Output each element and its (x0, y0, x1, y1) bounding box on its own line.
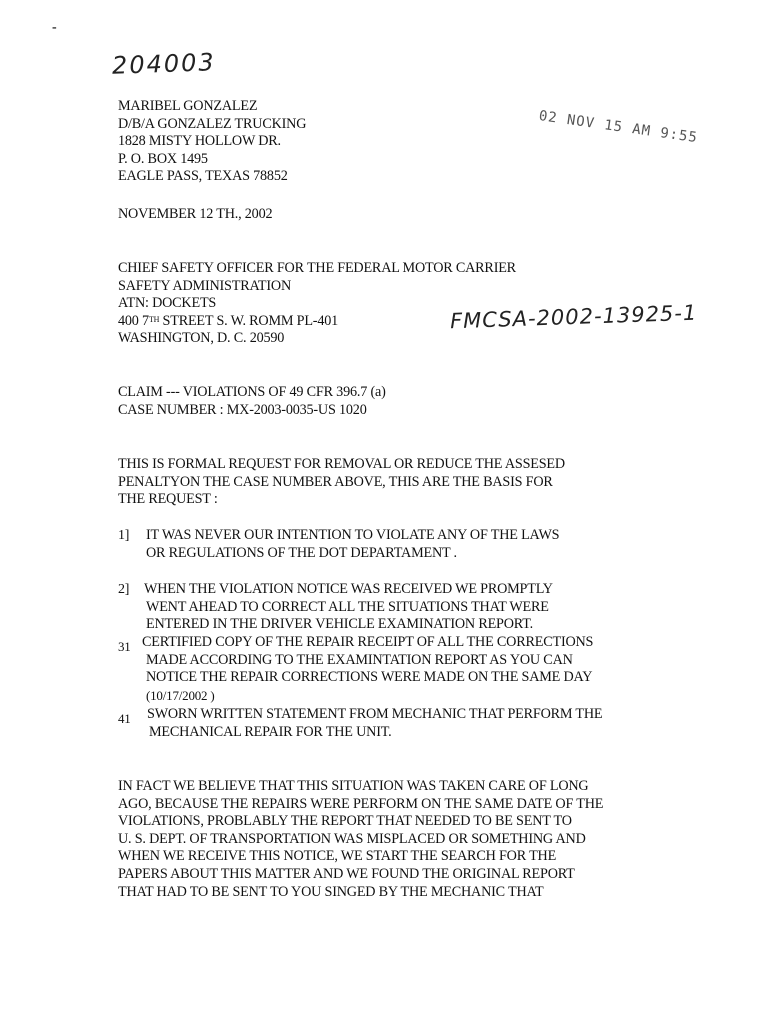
item-line: WENT AHEAD TO CORRECT ALL THE SITUATIONS THAT WERE (146, 598, 549, 615)
intro-line: PENALTYON THE CASE NUMBER ABOVE, THIS ARE THE BASIS FOR (118, 473, 553, 490)
claim-line-2: CASE NUMBER : MX-2003-0035-US 1020 (118, 401, 367, 418)
list-item (118, 706, 602, 741)
recipient-address (118, 260, 516, 348)
sender-dba: D/B/A GONZALEZ TRUCKING (118, 115, 307, 132)
item-line: ENTERED IN THE DRIVER VEHICLE EXAMINATION REPORT. (146, 616, 533, 633)
item-line: IT WAS NEVER OUR INTENTION TO VIOLATE ANY OF THE LAWS (146, 527, 560, 543)
recipient-line-2: SAFETY ADMINISTRATION (118, 277, 292, 294)
closing-line: WHEN WE RECEIVE THIS NOTICE, WE START THE SEARCH FOR THE (118, 848, 557, 865)
sender-city: EAGLE PASS, TEXAS 78852 (118, 168, 288, 185)
sender-street: 1828 MISTY HOLLOW DR. (118, 133, 281, 150)
closing-paragraph (118, 778, 603, 901)
list-number: 1] (118, 528, 130, 543)
closing-line: THAT HAD TO BE SENT TO YOU SINGED BY THE MECHANIC THAT (118, 883, 544, 900)
claim-line-1: CLAIM --- VIOLATIONS OF 49 CFR 396.7 (a) (118, 384, 386, 400)
letter-date: NOVEMBER 12 TH., 2002 (118, 206, 273, 222)
list-number: 31 (118, 639, 131, 654)
list-number: 2] (118, 582, 130, 597)
item-line: MADE ACCORDING TO THE EXAMINTATION REPORT AS YOU CAN (146, 651, 573, 668)
list-item (118, 527, 559, 562)
recipient-line-1: CHIEF SAFETY OFFICER FOR THE FEDERAL MOTOR CARRIER (118, 260, 516, 276)
list-item (118, 634, 593, 704)
closing-line: VIOLATIONS, PROBLABLY THE REPORT THAT NEEDED TO BE SENT TO (118, 813, 572, 830)
ordinal-suffix: TH (148, 314, 160, 324)
item-line: OR REGULATIONS OF THE DOT DEPARTAMENT . (146, 544, 457, 561)
intro-line: THIS IS FORMAL REQUEST FOR REMOVAL OR REDUCE THE ASSESED (118, 456, 565, 472)
docket-handwritten: FMCSA-2002-13925-1 (449, 300, 698, 334)
list-number: 41 (118, 711, 131, 726)
handwritten-number: 204003 (111, 48, 217, 80)
item-line: (10/17/2002 ) (146, 687, 215, 703)
sender-address (118, 98, 306, 186)
closing-line: PAPERS ABOUT THIS MATTER AND WE FOUND THE ORIGINAL REPORT (118, 865, 575, 882)
corner-mark: - (52, 20, 57, 35)
item-line: NOTICE THE REPAIR CORRECTIONS WERE MADE ON THE SAME DAY (146, 669, 593, 686)
received-stamp: 02 NOV 15 AM 9:55 (537, 108, 699, 147)
recipient-line-3: ATN: DOCKETS (118, 295, 217, 312)
item-line: MECHANICAL REPAIR FOR THE UNIT. (149, 723, 392, 740)
sender-po-box: P. O. BOX 1495 (118, 150, 208, 167)
closing-line: IN FACT WE BELIEVE THAT THIS SITUATION WAS TAKEN CARE OF LONG (118, 778, 589, 794)
closing-line: AGO, BECAUSE THE REPAIRS WERE PERFORM ON THE SAME DATE OF THE (118, 795, 604, 812)
closing-line: U. S. DEPT. OF TRANSPORTATION WAS MISPLACED OR SOMETHING AND (118, 830, 586, 847)
recipient-line-4: 400 7TH STREET S. W. ROMM PL-401 (118, 312, 339, 329)
claim-block (118, 384, 386, 419)
intro-line: THE REQUEST : (118, 491, 218, 508)
item-line: CERTIFIED COPY OF THE REPAIR RECEIPT OF ALL THE CORRECTIONS (142, 634, 594, 650)
recipient-line-5: WASHINGTON, D. C. 20590 (118, 330, 285, 347)
list-item (118, 581, 553, 634)
sender-name: MARIBEL GONZALEZ (118, 98, 258, 114)
intro-paragraph (118, 456, 565, 509)
item-line: WHEN THE VIOLATION NOTICE WAS RECEIVED WE PROMPTLY (144, 581, 553, 597)
item-line: SWORN WRITTEN STATEMENT FROM MECHANIC THAT PERFORM THE (147, 706, 603, 722)
